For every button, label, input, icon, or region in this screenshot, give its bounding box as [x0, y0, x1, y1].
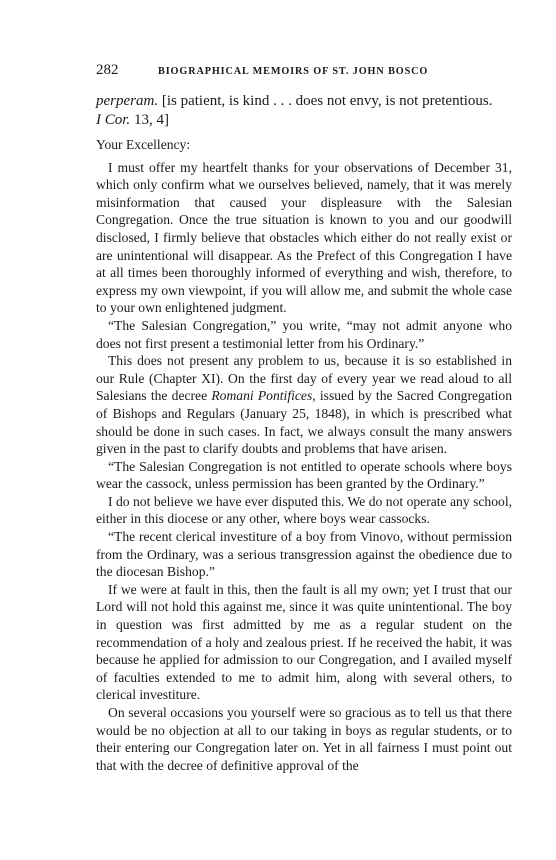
running-head-title: BIOGRAPHICAL MEMOIRS OF ST. JOHN BOSCO [158, 66, 429, 77]
paragraph-rule-part-a: This does not present any problem to us, because it is so established in our Rule (Chapter XI). On the first day of every year we read aloud to all Salesians the decree [96, 353, 512, 404]
paragraph-reply-vinovo: If we were at fault in this, then the fault is all my own; yet I trust that our Lord will not hold this against me, since it was quite unintentional. The boy in question was first admitted by me as a regular student on the recommendation of a holy and zealous priest. If he received the habit, it was because he applied for admission to our Congregation, and I availed myself of faculties extended to me to admit him, along with several others, to clerical investiture. [96, 581, 512, 703]
paragraph-occasions: On several occasions you yourself were so gracious as to tell us that there would be no objection at all to our taking in boys as regular students, or to their entering our Congregation later on. Yet in all fairness I must point out that with the decree of definitive approval of the [96, 705, 512, 773]
paragraph-quote-vinovo: “The recent clerical investiture of a boy from Vinovo, without permission from the Ordinary, was a serious transgression against the obedience due to the diocesan Bishop.” [96, 529, 512, 580]
epigraph-reference-book: I Cor. [96, 112, 131, 128]
paragraph-thanks: I must offer my heartfelt thanks for your observations of December 31, which only confirm what we ourselves believed, namely, that it was merely misinformation that caused your displeasure with the Salesian Congregation. Once the true situation is known to you and our goodwill disclosed, I firmly believe that obstacles which either do not really exist or are unintentional will disappear. As the Prefect of this Congregation I have at all times been thoroughly informed of everything and wish, therefore, to express my own viewpoint, if you will allow me, and submit the whole case to your own enlightened judgment. [96, 159, 512, 316]
letter-salutation: Your Excellency: [96, 137, 191, 152]
paragraph-rule-part-b: issued by the Sacred Congregation of Bishops and Regulars (January 25, 1848), in which is prescribed what should be done in such cases. In fact, we always consult the many answers given in the past to clarify doubts and problems that have arisen. [96, 388, 512, 457]
epigraph-latin: perperam. [96, 93, 159, 109]
epigraph-english: [is patient, is kind . . . does not envy, is not pretentious. [158, 93, 493, 109]
paragraph-rule [96, 352, 512, 458]
epigraph-reference-verse: 13, 4] [130, 112, 169, 128]
decree-title: Romani Pontifices, [211, 388, 316, 404]
paragraph-reply-cassock: I do not believe we have ever disputed this. We do not operate any school, either in this diocese or any other, where boys wear cassocks. [96, 493, 512, 527]
page-number: 282 [96, 62, 119, 78]
paragraph-quote-cassock: “The Salesian Congregation is not entitled to operate schools where boys wear the cassock, unless permission has been granted by the Ordinary.” [96, 458, 512, 492]
book-page [96, 62, 512, 774]
epigraph [96, 92, 512, 130]
body-text [96, 92, 512, 774]
running-head [96, 62, 512, 82]
paragraph-quote-testimonial: “The Salesian Congregation,” you write, “may not admit anyone who does not first present a testimonial letter from his Ordinary.” [96, 317, 512, 351]
